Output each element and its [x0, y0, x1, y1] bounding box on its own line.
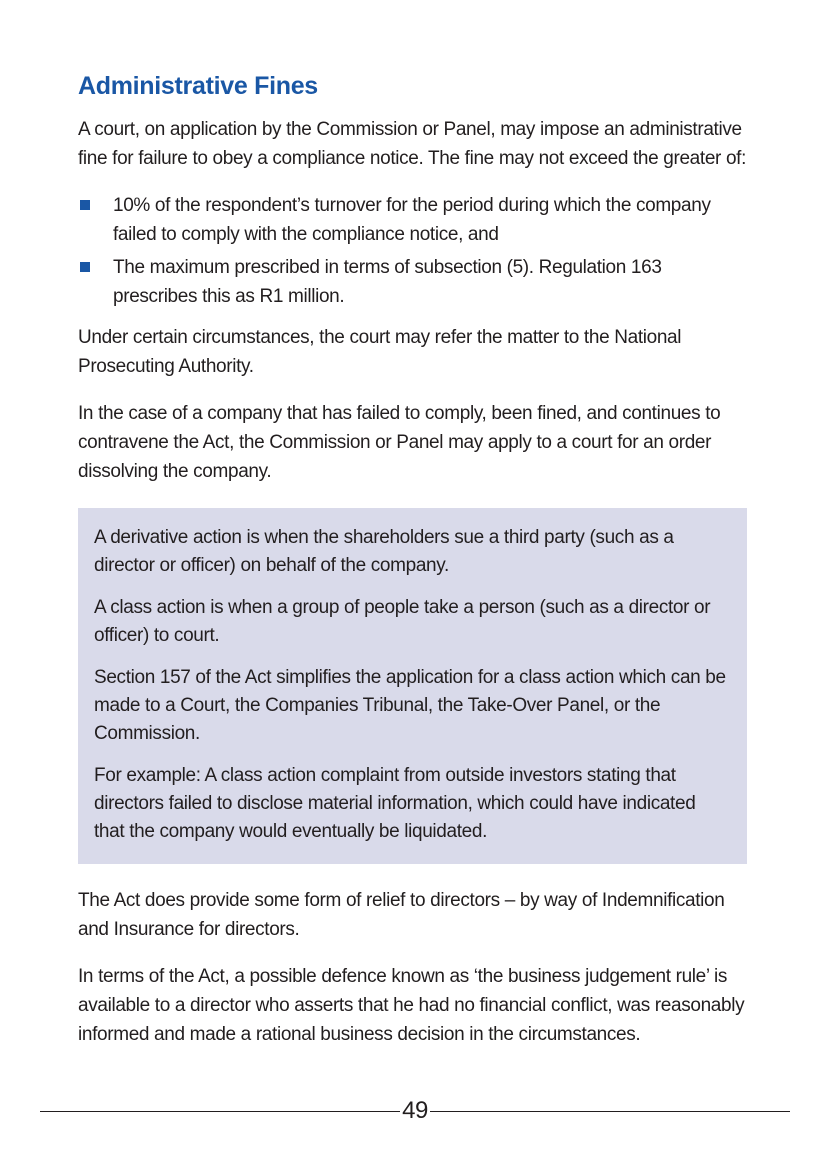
- callout-paragraph-section-157: Section 157 of the Act simplifies the application for a class action which can be made to a Court, the Companies Tribunal, the Take-Over Panel, or the Commission.: [94, 667, 726, 744]
- paragraph-director-relief: The Act does provide some form of relief to directors – by way of Indemnification and Insurance for directors.: [78, 890, 725, 940]
- fine-limits-list: [78, 191, 747, 311]
- list-item: [78, 191, 747, 249]
- section-heading: Administrative Fines: [78, 72, 318, 100]
- square-bullet-icon: [80, 262, 90, 272]
- list-item-text: The maximum prescribed in terms of subsection (5). Regulation 163 prescribes this as R1 million.: [113, 257, 662, 307]
- paragraph-npa-referral: Under certain circumstances, the court may refer the matter to the National Prosecuting Authority.: [78, 327, 682, 377]
- list-item-text: 10% of the respondent’s turnover for the period during which the company failed to comply with the compliance notice, and: [113, 195, 711, 245]
- list-item: [78, 253, 747, 311]
- intro-paragraph: A court, on application by the Commission or Panel, may impose an administrative fine for failure to obey a compliance notice. The fine may not exceed the greater of:: [78, 119, 747, 169]
- paragraph-dissolution-order: In the case of a company that has failed to comply, been fined, and continues to contravene the Act, the Commission or Panel may apply to a court for an order dissolving the company.: [78, 403, 721, 482]
- paragraph-business-judgement-rule: In terms of the Act, a possible defence known as ‘the business judgement rule’ is available to a director who asserts that he had no financial conflict, was reasonably informed and made a rational business decision in the circumstances.: [78, 966, 745, 1045]
- callout-paragraph-class-action: A class action is when a group of people take a person (such as a director or officer) to court.: [94, 597, 711, 646]
- footer-rule-left: [40, 1111, 400, 1112]
- callout-box: [78, 508, 747, 864]
- callout-paragraph-example: For example: A class action complaint from outside investors stating that directors failed to disclose material information, which could have indicated that the company would eventually be liquidated.: [94, 765, 696, 842]
- footer-rule-right: [430, 1111, 790, 1112]
- page-number: 49: [402, 1097, 428, 1124]
- page-footer: [40, 1099, 790, 1123]
- callout-paragraph-derivative-action: A derivative action is when the shareholders sue a third party (such as a director or officer) on behalf of the company.: [94, 527, 674, 576]
- square-bullet-icon: [80, 200, 90, 210]
